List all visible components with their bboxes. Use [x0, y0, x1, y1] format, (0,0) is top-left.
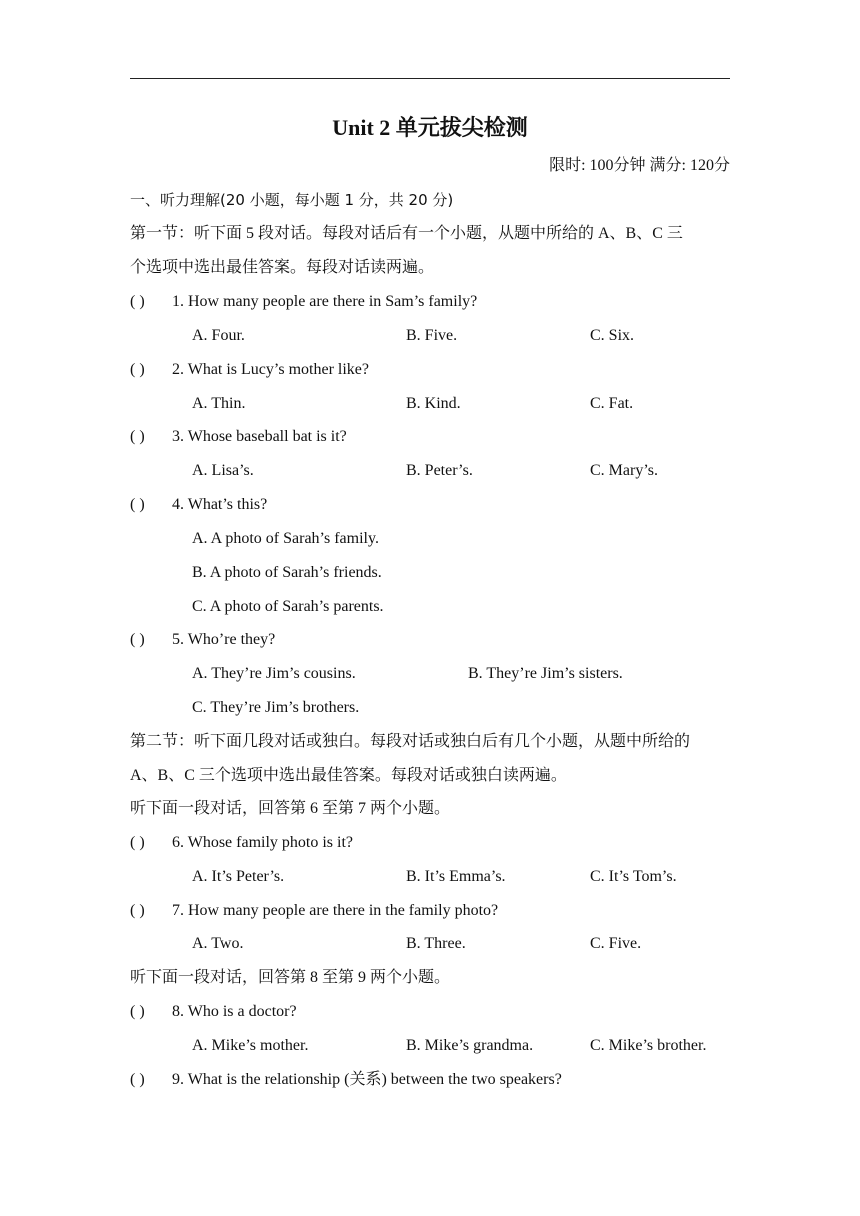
option-b: B. They’re Jim’s sisters. [468, 665, 623, 682]
option-c: C. They’re Jim’s brothers. [192, 699, 360, 716]
option-b: B. Five. [406, 327, 458, 344]
question-stem: 7. How many people are there in the family photo? [172, 902, 499, 919]
question-stem: 5. Who’re they? [172, 631, 276, 648]
question-stem: 2. What is Lucy’s mother like? [172, 361, 369, 378]
option-c: C. It’s Tom’s. [590, 868, 677, 885]
option-c: C. A photo of Sarah’s parents. [192, 598, 384, 615]
dialogue-instruction: 听下面一段对话，回答第 8 至第 9 两个小题。 [130, 969, 451, 986]
option-c: C. Five. [590, 935, 642, 952]
time-score-info: 限时: 100分钟 满分: 120分 [549, 157, 730, 174]
answer-bracket: ( ) [130, 1003, 145, 1020]
option-b: B. It’s Emma’s. [406, 868, 506, 885]
option-a: A. A photo of Sarah’s family. [192, 530, 379, 547]
question-stem: 6. Whose family photo is it? [172, 834, 354, 851]
option-c: C. Mary’s. [590, 462, 658, 479]
option-b: B. Three. [406, 935, 466, 952]
section1-intro-line1: 第一节：听下面 5 段对话。每段对话后有一个小题，从题中所给的 A、B、C 三 [130, 225, 683, 242]
option-a: A. Four. [192, 327, 245, 344]
header-rule [130, 78, 730, 79]
option-a: A. Two. [192, 935, 244, 952]
answer-bracket: ( ) [130, 631, 145, 648]
part-heading: 一、听力理解(20 小题，每小题 1 分，共 20 分) [130, 191, 454, 209]
section1-intro-line2: 个选项中选出最佳答案。每段对话读两遍。 [130, 259, 435, 276]
option-a: A. Mike’s mother. [192, 1037, 309, 1054]
option-c: C. Mike’s brother. [590, 1037, 707, 1054]
option-c: C. Six. [590, 327, 635, 344]
option-b: B. Peter’s. [406, 462, 473, 479]
section2-intro-line1: 第二节：听下面几段对话或独白。每段对话或独白后有几个小题，从题中所给的 [130, 733, 691, 750]
answer-bracket: ( ) [130, 496, 145, 513]
answer-bracket: ( ) [130, 902, 145, 919]
question-stem: 4. What’s this? [172, 496, 268, 513]
option-a: A. Thin. [192, 395, 246, 412]
option-a: A. They’re Jim’s cousins. [192, 665, 356, 682]
option-b: B. Mike’s grandma. [406, 1037, 534, 1054]
page-title: Unit 2 单元拔尖检测 [332, 115, 528, 140]
question-stem: 9. What is the relationship (关系) between the two speakers? [172, 1071, 562, 1088]
question-stem: 1. How many people are there in Sam’s family? [172, 293, 478, 310]
option-c: C. Fat. [590, 395, 634, 412]
option-a: A. It’s Peter’s. [192, 868, 285, 885]
answer-bracket: ( ) [130, 428, 145, 445]
dialogue-instruction: 听下面一段对话，回答第 6 至第 7 两个小题。 [130, 800, 451, 817]
answer-bracket: ( ) [130, 834, 145, 851]
section2-intro-line2: A、B、C 三个选项中选出最佳答案。每段对话或独白读两遍。 [130, 767, 567, 784]
option-a: A. Lisa’s. [192, 462, 254, 479]
option-b: B. Kind. [406, 395, 461, 412]
answer-bracket: ( ) [130, 361, 145, 378]
option-b: B. A photo of Sarah’s friends. [192, 564, 382, 581]
question-stem: 3. Whose baseball bat is it? [172, 428, 347, 445]
answer-bracket: ( ) [130, 1071, 145, 1088]
question-stem: 8. Who is a doctor? [172, 1003, 297, 1020]
answer-bracket: ( ) [130, 293, 145, 310]
